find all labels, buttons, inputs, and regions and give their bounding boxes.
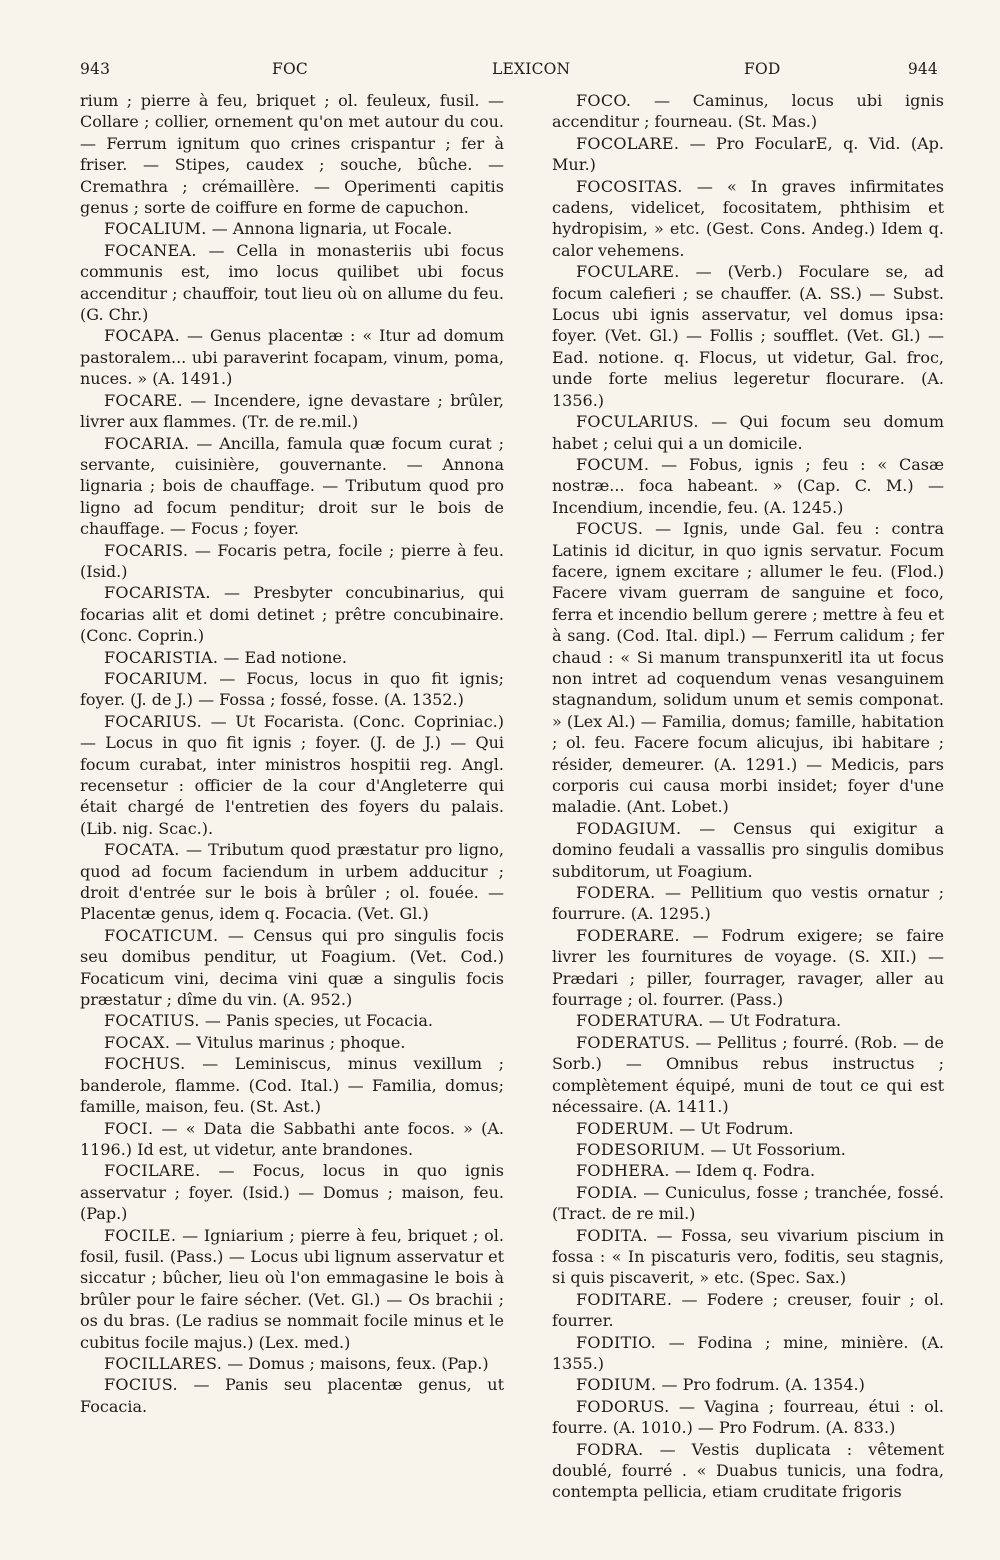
entry-headword: FODITIO.	[576, 1332, 657, 1352]
entry-definition: — Ut Focarista. (Conc. Copriniac.) — Locus in quo fit ignis ; foyer. (J. de J.) — Qui focum curabat, inter ministros hospitii reg. Angl. recensetur : officier de la cour d'Angleterre qui était chargé de l'entretien des foyers du palais. (Lib. nig. Scac.).	[80, 711, 504, 838]
dictionary-entry	[552, 1439, 944, 1503]
dictionary-entry	[80, 925, 504, 1011]
dictionary-entry	[552, 1332, 944, 1375]
entry-definition: — Ut Fodrum.	[679, 1118, 794, 1138]
entry-definition: — Pro fodrum. (A. 1354.)	[661, 1375, 865, 1395]
entry-headword: FOCAX.	[104, 1032, 171, 1052]
entry-headword: FOCUS.	[576, 519, 644, 539]
dictionary-entry	[552, 1139, 944, 1160]
dictionary-entry	[552, 1374, 944, 1395]
entry-definition: — Tributum quod præstatur pro ligno, quod ad focum faciendum in urbem adducitur ; droit d'entrée sur le bois à brûler ; ol. fouée. — Placentæ genus, idem q. Focacia. (Vet. Gl.)	[80, 840, 504, 924]
entry-definition: — Fodina ; mine, minière. (A. 1355.)	[552, 1332, 944, 1373]
dictionary-entry	[552, 818, 944, 882]
entry-headword: FOCIUS.	[104, 1375, 178, 1395]
entry-headword: FODAGIUM.	[576, 818, 682, 838]
dictionary-entry	[80, 1353, 504, 1374]
entry-definition: — Cella in monasteriis ubi focus communis est, imo locus quilibet ubi focus accenditur ; chauffoir, tout lieu où on allume du feu. (G. Chr.)	[80, 240, 504, 325]
left-catchword: FOC	[272, 60, 308, 78]
entry-headword: FODORUS.	[576, 1396, 670, 1416]
entry-definition: — Focaris petra, focile ; pierre à feu. (Isid.)	[80, 540, 504, 581]
dictionary-entry	[80, 1160, 504, 1224]
entry-headword: FODITA.	[576, 1225, 648, 1245]
entry-definition: — Domus ; maisons, feux. (Pap.)	[227, 1353, 489, 1373]
dictionary-entry	[80, 1118, 504, 1161]
entry-definition: — Presbyter concubinarius, qui focarias alit et domi detinet ; prêtre concubinaire. (Conc. Coprin.)	[80, 583, 505, 646]
entry-headword: FODESORIUM.	[576, 1139, 706, 1159]
dictionary-entry	[80, 711, 504, 839]
dictionary-entry	[80, 540, 504, 583]
entry-definition: — Focus, locus in quo ignis asservatur ; foyer. (Isid.) — Domus ; maison, feu. (Pap.)	[80, 1161, 504, 1224]
entry-definition: — Leminiscus, minus vexillum ; banderole, flamme. (Cod. Ital.) — Familia, domus; famille, maison, feu. (St. Ast.)	[80, 1054, 505, 1117]
dictionary-entry	[552, 261, 944, 411]
entry-headword: FOCAPA.	[104, 326, 181, 346]
dictionary-entry	[552, 925, 944, 1011]
entry-definition: — Vagina ; fourreau, étui : ol. fourre. (A. 1010.) — Pro Fodrum. (A. 833.)	[552, 1396, 944, 1438]
right-catchword: FOD	[744, 60, 781, 78]
entry-headword: FOCALIUM.	[104, 219, 207, 239]
running-header	[80, 60, 938, 84]
dictionary-entry	[80, 240, 504, 326]
dictionary-entry	[80, 218, 504, 239]
entry-headword: FOCATIUS.	[104, 1011, 200, 1031]
entry-definition: — Ut Fodratura.	[708, 1011, 842, 1031]
entry-definition: — Annona lignaria, ut Focale.	[211, 219, 453, 239]
entry-definition: — Ignis, unde Gal. feu : contra Latinis id dicitur, in quo ignis servatur. Focum facere, ignem excitare ; allumer le feu. (Flod.) Facere vivam guerram de sanguine et foco, ferra et incendio bellum gerere ; mettre à feu et à sang. (Cod. Ital. dipl.) — Ferrum calidum ; fer chaud : « Si manum transpunxeritl ita ut focus non intret ad coquendum venas vesanguinem stagnandum, solidum unum et semis componat. » (Lex Al.) — Familia, domus; famille, habitation ; ol. feu. Facere focum alicujus, ibi habitare ; résider, demeurer. (A. 1291.) — Medicis, pars corporis cui causa morbi insidet; foyer d'une maladie. (Ant. Lobet.)	[552, 519, 944, 817]
dictionary-entry	[552, 1160, 944, 1181]
dictionary-entry	[552, 518, 944, 818]
dictionary-entry	[552, 176, 944, 262]
entry-headword: FOCARIUS.	[104, 711, 203, 731]
dictionary-entry	[80, 90, 504, 218]
entry-definition: — Ut Fossorium.	[710, 1139, 846, 1159]
entry-definition: — Fodrum exigere; se faire livrer les fournitures de voyage. (S. XII.) — Prædari ; piller, fourrager, ravager, aller au fourrage ; ol. fourrer. (Pass.)	[552, 925, 944, 1010]
dictionary-entry	[80, 647, 504, 668]
header-title: LEXICON	[492, 60, 571, 78]
entry-headword: FODERA.	[576, 883, 656, 903]
entry-definition: — Census qui pro singulis focis seu domibus penditur, ut Foagium. (Vet. Cod.) Focaticum vini, decima vini quæ a singulis focis præstatur ; dîme du vin. (A. 952.)	[80, 925, 504, 1010]
dictionary-entry	[552, 1032, 944, 1118]
entry-headword: FOCULARIUS.	[576, 412, 699, 432]
entry-definition: — Cuniculus, fosse ; tranchée, fossé. (Tract. de re mil.)	[552, 1182, 944, 1224]
right-page-number: 944	[907, 60, 938, 78]
entry-definition: rium ; pierre à feu, briquet ; ol. feuleux, fusil. — Collare ; collier, ornement qu'on met autour du cou. — Ferrum ignitum quo crines crispantur ; fer à friser. — Stipes, caudex ; souche, bûche. — Cremathra ; crémaillère. — Operimenti capitis genus ; sorte de coiffure en forme de capuchon.	[80, 91, 504, 218]
entry-headword: FODERUM.	[576, 1118, 675, 1138]
entry-definition: — Idem q. Fodra.	[674, 1161, 816, 1181]
left-page-number: 943	[80, 60, 111, 78]
dictionary-entry	[552, 454, 944, 518]
entry-headword: FODIA.	[576, 1182, 638, 1202]
entry-definition: — Census qui exigitur a domino feudali a vassallis pro singulis domibus subditorum, ut Foagium.	[552, 818, 944, 881]
entry-definition: — (Verb.) Foculare se, ad focum calefieri ; se chauffer. (A. SS.) — Subst. Locus ubi ignis asservatur, vel domus ipsa: foyer. (Vet. Gl.) — Follis ; soufflet. (Vet. Gl.) — Ead. notione. q. Flocus, ut videtur, Gal. froc, unde forte melius legeretur flocurare. (A. 1356.)	[552, 262, 944, 410]
dictionary-entry	[552, 882, 944, 925]
entry-definition: — Pro FocularE, q. Vid. (Ap. Mur.)	[552, 133, 944, 175]
dictionary-entry	[80, 325, 504, 389]
dictionary-entry	[552, 411, 944, 454]
dictionary-entry	[552, 1225, 944, 1289]
entry-headword: FOCARE.	[104, 390, 183, 410]
entry-headword: FOCULARE.	[576, 262, 680, 282]
entry-definition: — Fossa, seu vivarium piscium in fossa : « In piscaturis vero, foditis, seu stagnis, si quis piscaverit, » etc. (Spec. Sax.)	[552, 1225, 945, 1288]
entry-headword: FOCANEA.	[104, 240, 197, 260]
entry-definition: — Igniarium ; pierre à feu, briquet ; ol. fosil, fusil. (Pass.) — Locus ubi lignum asservatur et siccatur ; bûcher, lieu où l'on emmagasine le bois à brûler pour le faire sécher. (Vet. Gl.) — Os brachii ; os du bras. (Le radius se nommait focile minus et le cubitus focile majus.) (Lex. med.)	[80, 1225, 504, 1352]
entry-definition: — « In graves infirmitates cadens, videlicet, focositatem, phthisim et hydropisim, » etc. (Gest. Cons. Andeg.) Idem q. calor vehemens.	[552, 176, 945, 260]
entry-definition: — Pellitus ; fourré. (Rob. — de Sorb.) — Omnibus rebus instructus ; complètement équipé, muni de tout ce qui est nécessaire. (A. 1411.)	[552, 1032, 944, 1117]
entry-headword: FOCARISTIA.	[104, 647, 219, 667]
dictionary-entry	[552, 1182, 944, 1225]
entry-definition: — Qui focum seu domum habet ; celui qui a un domicile.	[552, 412, 944, 453]
dictionary-entry	[552, 1396, 944, 1439]
dictionary-entry	[80, 582, 504, 646]
entry-headword: FOCARISTA.	[104, 583, 211, 603]
entry-headword: FODERATURA.	[576, 1011, 704, 1031]
entry-definition: — Genus placentæ : « Itur ad domum pastoralem... ubi paraverint focapam, vinum, poma, nuces. » (A. 1491.)	[80, 326, 504, 389]
dictionary-entry	[80, 1032, 504, 1053]
entry-headword: FOCILARE.	[104, 1161, 201, 1181]
dictionary-entry	[80, 433, 504, 540]
entry-definition: — Focus, locus in quo fit ignis; foyer. (J. de J.) — Fossa ; fossé, fosse. (A. 1352.)	[80, 668, 505, 710]
entry-headword: FOCARIA.	[104, 433, 190, 453]
entry-definition: — Caminus, locus ubi ignis accenditur ; fourneau. (St. Mas.)	[552, 91, 944, 132]
entry-headword: FODRA.	[576, 1439, 644, 1459]
entry-headword: FOCHUS.	[104, 1054, 186, 1074]
entry-headword: FODERARE.	[576, 925, 680, 945]
entry-headword: FOCATICUM.	[104, 925, 219, 945]
entry-headword: FOCILE.	[104, 1225, 177, 1245]
entry-definition: — Incendere, igne devastare ; brûler, livrer aux flammes. (Tr. de re.mil.)	[80, 390, 504, 432]
entry-headword: FOCOLARE.	[576, 133, 680, 153]
entry-definition: — Pellitium quo vestis ornatur ; fourrure. (A. 1295.)	[552, 883, 945, 924]
entry-definition: — Ead notione.	[223, 647, 347, 667]
dictionary-entry	[80, 1374, 504, 1417]
dictionary-entry	[552, 1289, 944, 1332]
entry-definition: — Panis species, ut Focacia.	[204, 1011, 434, 1031]
dictionary-entry	[552, 90, 944, 133]
entry-headword: FOCO.	[576, 91, 632, 110]
entry-headword: FOCOSITAS.	[576, 176, 683, 196]
entry-headword: FOCUM.	[576, 454, 650, 474]
right-column	[552, 90, 944, 1503]
dictionary-entry	[552, 1118, 944, 1139]
dictionary-entry	[80, 1225, 504, 1353]
entry-headword: FOCI.	[104, 1118, 154, 1138]
entry-headword: FOCARIUM.	[104, 668, 209, 688]
entry-headword: FODIUM.	[576, 1375, 657, 1395]
entry-definition: — Ancilla, famula quæ focum curat ; servante, cuisinière, gouvernante. — Annona lignaria ; bois de chauffage. — Tributum quod pro ligno ad focum penditur; droit sur le bois de chauffage. — Focus ; foyer.	[80, 433, 504, 539]
entry-headword: FOCILLARES.	[104, 1353, 223, 1373]
dictionary-entry	[80, 390, 504, 433]
dictionary-entry	[552, 1010, 944, 1031]
entry-headword: FODITARE.	[576, 1289, 673, 1309]
entry-headword: FODHERA.	[576, 1161, 670, 1181]
left-column	[80, 90, 504, 1417]
entry-definition: — Fobus, ignis ; feu : « Casæ nostræ... foca habeant. » (Cap. C. M.) — Incendium, incendie, feu. (A. 1245.)	[552, 454, 945, 517]
entry-definition: — Fodere ; creuser, fouir ; ol. fourrer.	[552, 1289, 945, 1331]
entry-headword: FODERATUS.	[576, 1032, 691, 1052]
entry-definition: — Panis seu placentæ genus, ut Focacia.	[80, 1375, 504, 1416]
dictionary-entry	[80, 1010, 504, 1031]
entry-headword: FOCATA.	[104, 840, 180, 860]
dictionary-entry	[80, 839, 504, 925]
dictionary-entry	[80, 668, 504, 711]
entry-definition: — Vitulus marinus ; phoque.	[175, 1032, 406, 1052]
entry-headword: FOCARIS.	[104, 540, 189, 560]
entry-definition: — Vestis duplicata : vêtement doublé, fourré . « Duabus tunicis, una fodra, contempta pellicia, etiam cruditate frigoris	[552, 1439, 945, 1502]
dictionary-entry	[80, 1053, 504, 1117]
dictionary-entry	[552, 133, 944, 176]
entry-definition: — « Data die Sabbathi ante focos. » (A. 1196.) Id est, ut videtur, ante brandones.	[80, 1118, 505, 1159]
